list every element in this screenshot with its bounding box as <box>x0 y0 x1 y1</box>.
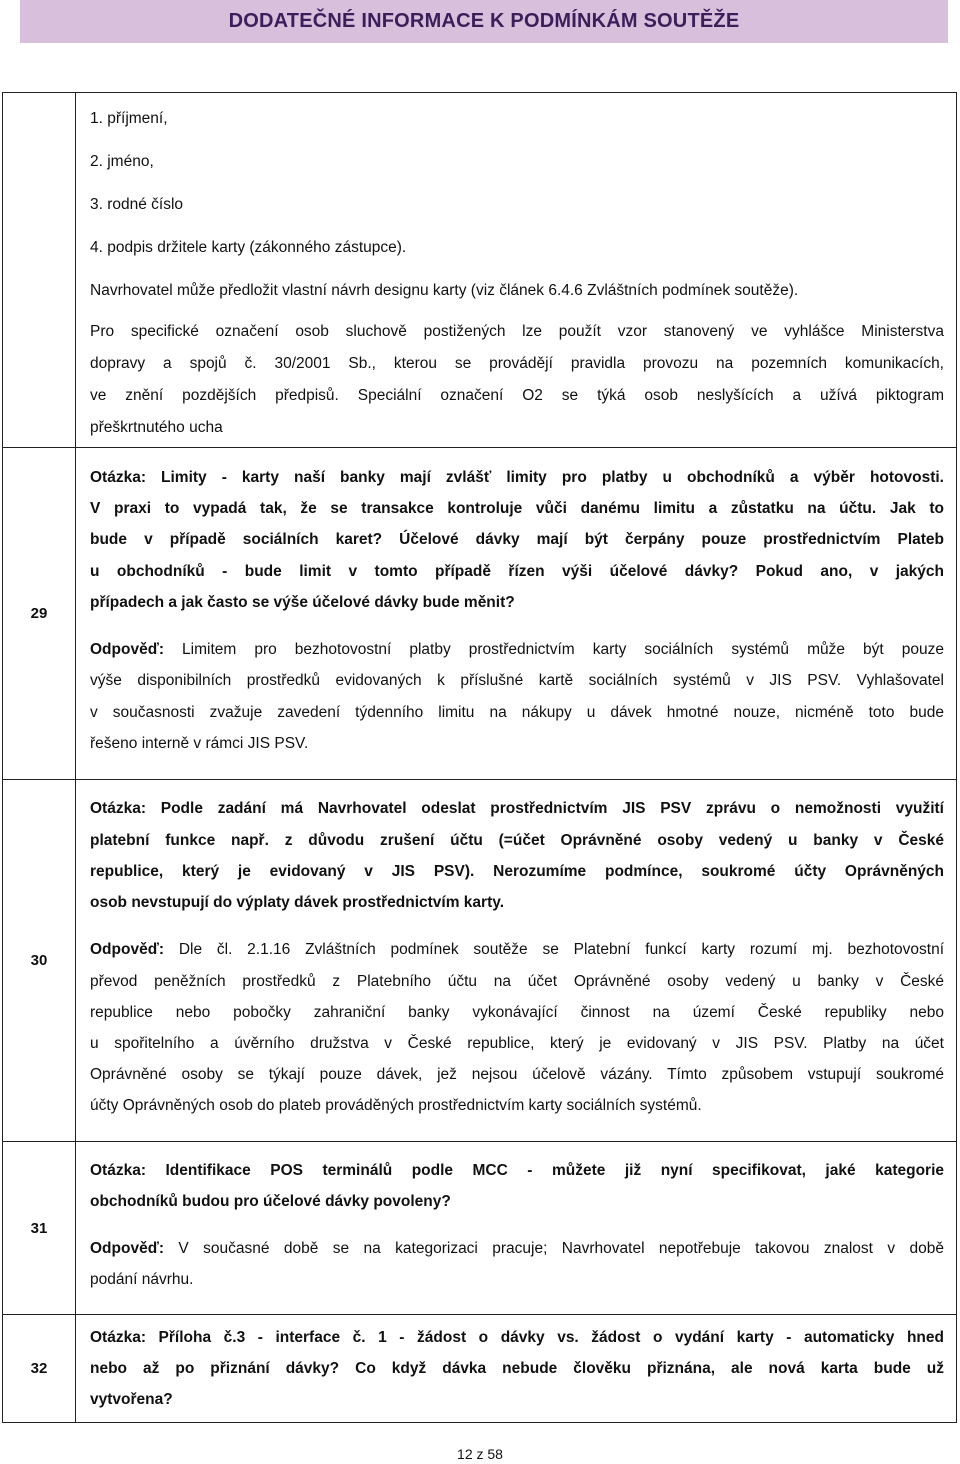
answer-line: účty Oprávněných osob do plateb prováděných prostřednictvím karty sociálních systémů. <box>90 1097 702 1115</box>
row-number: 32 <box>3 1315 76 1423</box>
table-row <box>3 1142 957 1315</box>
row-number-cell <box>3 93 76 448</box>
page-number: 12 z 58 <box>457 1446 503 1462</box>
question-line: obchodníků budou pro účelové dávky povoleny? <box>90 1192 451 1210</box>
paragraph-line: Navrhovatel může předložit vlastní návrh designu karty (viz článek 6.4.6 Zvláštních podmínek soutěže). <box>90 281 799 299</box>
answer-line <box>90 634 944 665</box>
qa-cell <box>76 448 957 780</box>
answer-line <box>90 1233 944 1264</box>
qa-cell <box>76 1142 957 1315</box>
qa-cell <box>76 780 957 1142</box>
question-line: Otázka: Podle zadání má Navrhovatel odeslat prostřednictvím JIS PSV zprávu o nemožnosti využití <box>90 800 944 818</box>
question-line: vytvořena? <box>90 1391 173 1409</box>
table-row <box>3 1315 957 1423</box>
paragraph-line: dopravy a spojů č. 30/2001 Sb., kterou se provádějí pravidla provozu na pozemních komunikacích, <box>90 354 944 372</box>
answer-line <box>90 934 944 965</box>
question-line: u obchodníků - bude limit v tomto případě řízen výši účelové dávky? Pokud ano, v jakých <box>90 562 944 580</box>
answer-line: řešeno interně v rámci JIS PSV. <box>90 734 309 752</box>
question-line: bude v případě sociálních karet? Účelové dávky mají být čerpány pouze prostřednictvím Plateb <box>90 531 944 549</box>
qa-cell <box>76 1315 957 1423</box>
question-line: nebo až po přiznání dávky? Co když dávka nebude člověku přiznána, ale nová karta bude už <box>90 1359 944 1377</box>
question-line: Otázka: Limity - karty naší banky mají zvlášť limity pro platby u obchodníků a výběr hotovosti. <box>90 469 944 487</box>
answer-label: Odpověď: <box>90 641 165 659</box>
answer-label: Odpověď: <box>90 941 165 959</box>
paragraph-line: přeškrtnutého ucha <box>90 418 223 436</box>
table-row <box>3 780 957 1142</box>
answer-label: Odpověď: <box>90 1240 165 1257</box>
answer-text: Limitem pro bezhotovostní platby prostřednictvím karty sociálních systémů může být pouze <box>164 641 944 659</box>
answer-text: V současné době se na kategorizaci pracuje; Navrhovatel nepotřebuje takovou znalost v době <box>164 1240 944 1257</box>
page-header <box>20 0 948 43</box>
table-row <box>3 448 957 780</box>
list-item: 3. rodné číslo <box>90 195 184 213</box>
answer-line: Oprávněné osoby se týkají pouze dávek, jež nejsou účelově vázány. Tímto způsobem vstupují soukromé <box>90 1066 944 1084</box>
qa-table <box>2 92 957 1423</box>
question-line: platební funkce např. z důvodu zrušení účtu (=účet Oprávněné osoby vedený u banky v České <box>90 831 944 849</box>
header-title: DODATEČNÉ INFORMACE K PODMÍNKÁM SOUTĚŽE <box>228 10 740 32</box>
continuation-cell <box>76 93 957 448</box>
row-number: 31 <box>3 1142 76 1315</box>
answer-line: u spořitelního a úvěrního družstva v České republice, který je evidovaný v JIS PSV. Platby na účet <box>90 1034 944 1052</box>
answer-line: republice nebo pobočky zahraniční banky vykonávající činnost na území České republiky nebo <box>90 1003 944 1021</box>
answer-line: podání návrhu. <box>90 1271 194 1289</box>
paragraph-line: Pro specifické označení osob sluchově postižených lze použít vzor stanovený ve vyhlášce Ministerstva <box>90 322 944 340</box>
holder-data-list <box>90 97 944 269</box>
table-row <box>3 93 957 448</box>
paragraph-line: ve znění pozdějších předpisů. Speciální označení O2 se týká osob neslyšících a užívá piktogram <box>90 386 944 404</box>
question-line: případech a jak často se výše účelové dávky bude měnit? <box>90 593 515 611</box>
question-line: republice, který je evidovaný v JIS PSV). Nerozumíme podmínce, soukromé účty Oprávněných <box>90 862 944 880</box>
answer-text: Dle čl. 2.1.16 Zvláštních podmínek soutěže se Platební funkcí karty rozumí mj. bezhotovostní <box>164 941 944 959</box>
answer-line: výše disponibilních prostředků evidovaných k příslušné kartě sociálních systémů v JIS PSV. Vyhlašovatel <box>90 672 944 690</box>
answer-line: v současnosti zvažuje zavedení týdenního limitu na nákupy u dávek hmotné nouze, nicméně toto bude <box>90 703 944 721</box>
answer-line: převod peněžních prostředků z Platebního účtu na účet Oprávněné osoby vedený u banky v České <box>90 972 944 990</box>
list-item: 2. jméno, <box>90 152 154 170</box>
question-line: Otázka: Příloha č.3 - interface č. 1 - žádost o dávky vs. žádost o vydání karty - automaticky hned <box>90 1328 944 1346</box>
question-line: V praxi to vypadá tak, že se transakce kontroluje vůči danému limitu a zůstatku na účtu. Jak to <box>90 500 944 518</box>
row-number: 30 <box>3 780 76 1142</box>
question-line: Otázka: Identifikace POS terminálů podle MCC - můžete již nyní specifikovat, jaké kategorie <box>90 1161 944 1179</box>
question-line: osob nevstupují do výplaty dávek prostřednictvím karty. <box>90 894 505 912</box>
list-item: 1. příjmení, <box>90 109 168 127</box>
row-number: 29 <box>3 448 76 780</box>
list-item: 4. podpis držitele karty (zákonného zástupce). <box>90 238 407 256</box>
